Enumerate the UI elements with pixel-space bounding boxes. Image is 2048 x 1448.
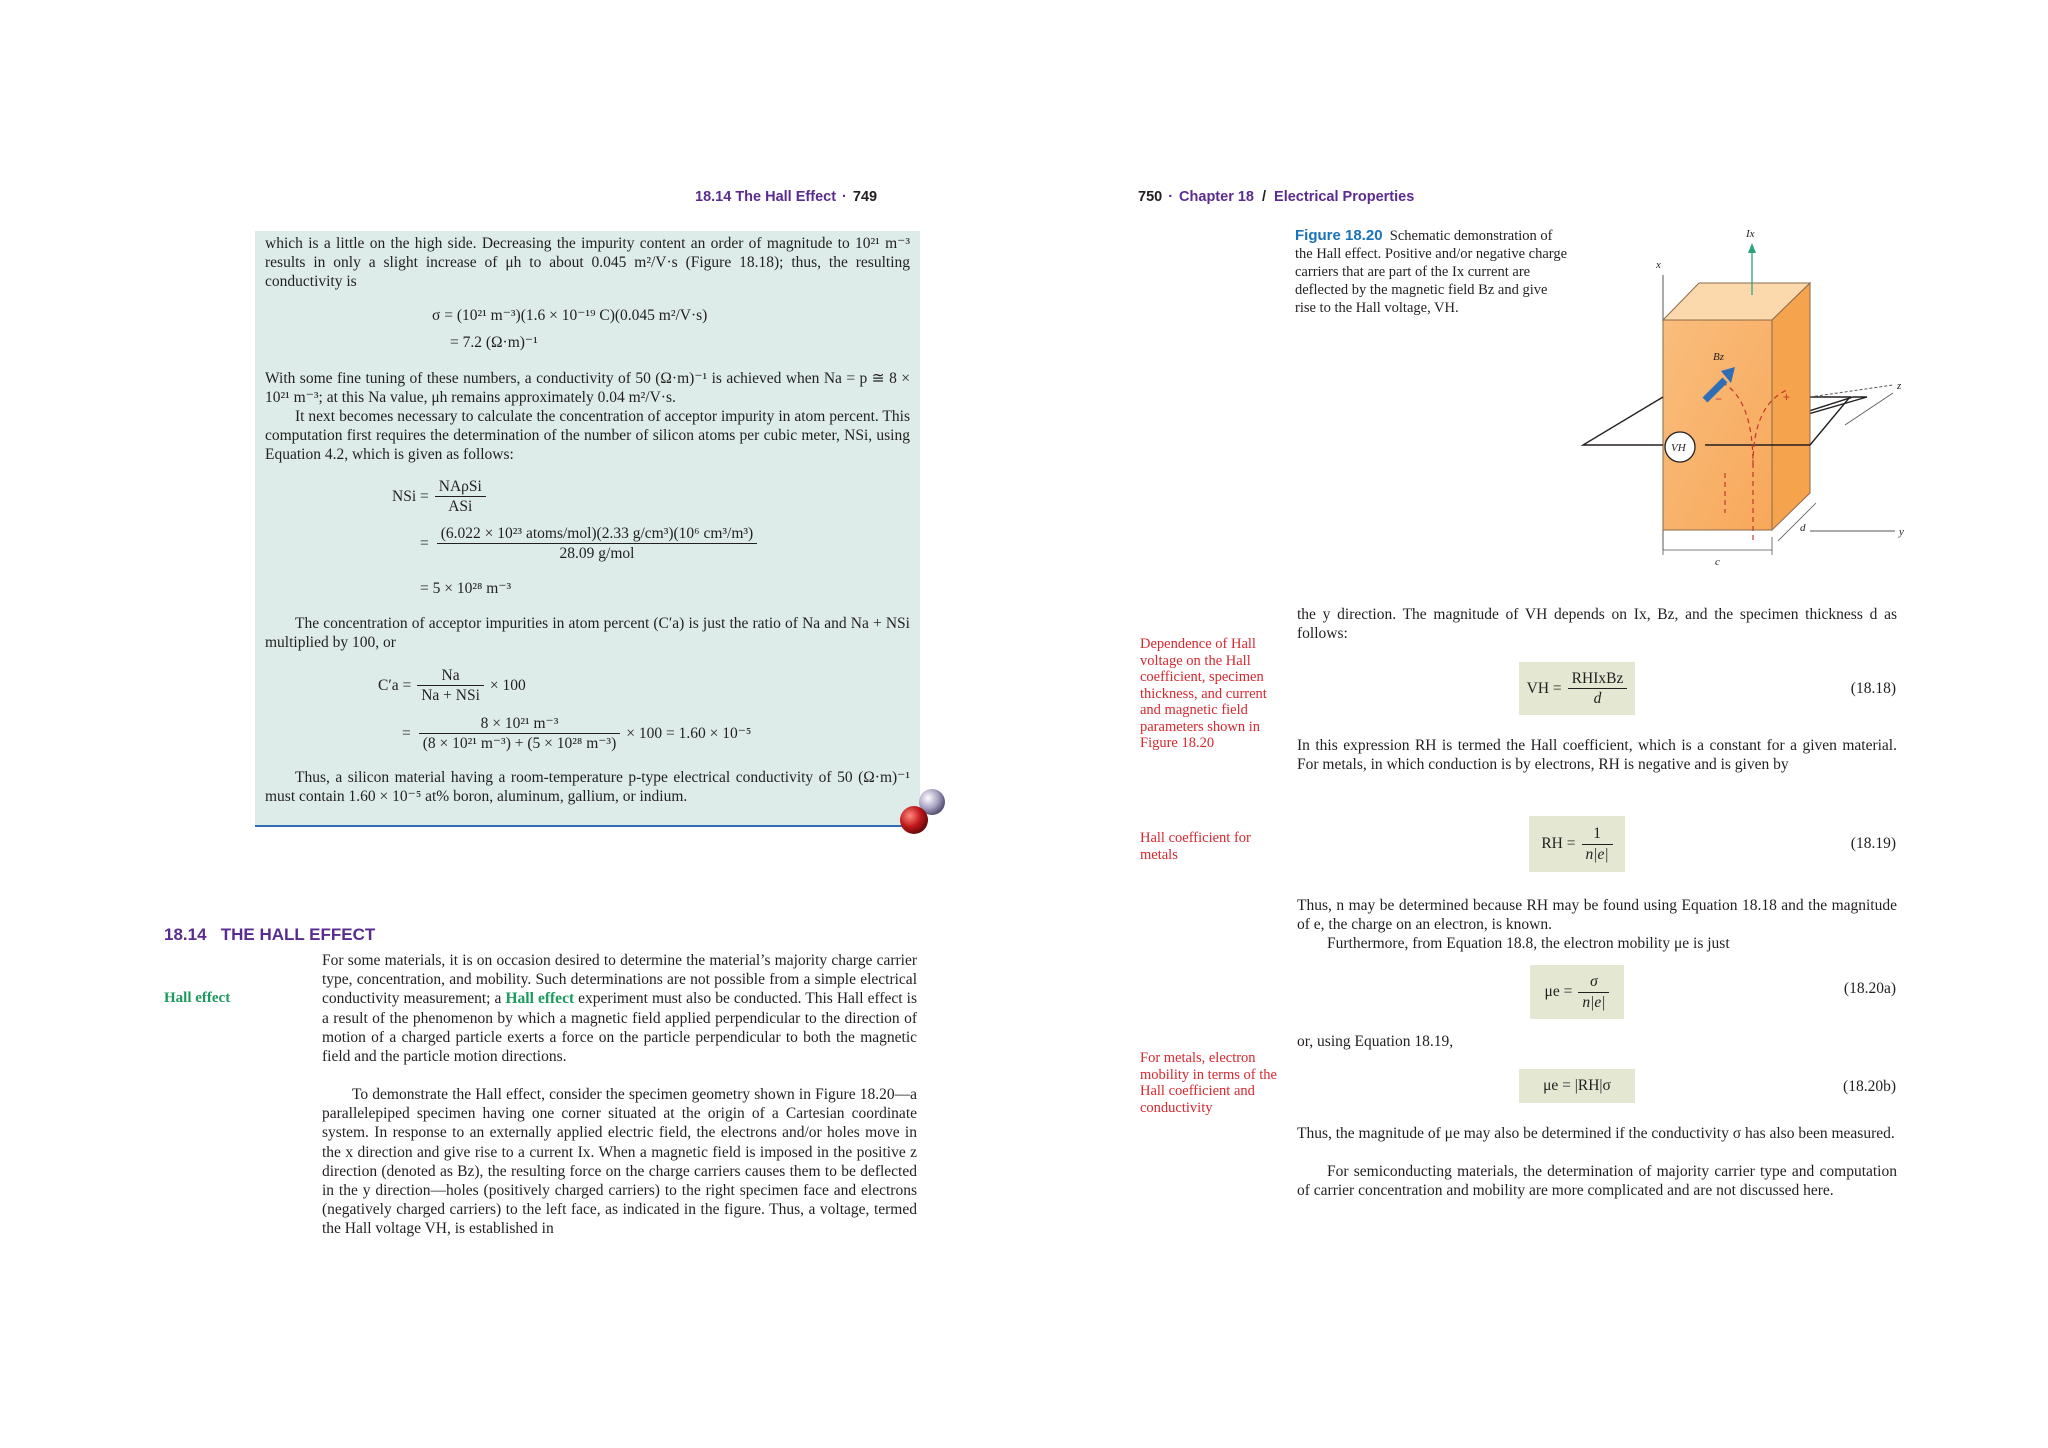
section-paragraph-2: To demonstrate the Hall effect, consider the specimen geometry shown in Figure 18.20—a parallelepiped specimen having one corner situated at the origin of a Cartesian coordinate system. In response to an externally applied electric field, the electrons and/or holes move in the x direction and give rise to a current Ix. When a magnetic field is imposed in the positive z direction (denoted as Bz), the resulting force on the charge carriers causes them to be deflected in the y direction—holes (positively charged carriers) to the right specimen face and electrons (negatively charged carriers) to the left face, as indicated in the figure. Thus, a voltage, termed the Hall voltage VH, is established in (322, 1086, 917, 1238)
ix-label: Ix (1746, 228, 1755, 240)
left-header-separator: · (842, 189, 847, 205)
vh-label: VH (1671, 442, 1686, 454)
figure-caption-text: Schematic demonstration of the Hall effect. Positive and/or negative charge carriers that are part of the Ix current are deflected by the magnetic field Bz and give rise to the Hall voltage, VH. (1295, 228, 1568, 316)
dimension-c-label: c (1715, 556, 1720, 568)
left-running-header (695, 188, 877, 207)
margin-note-hall-coefficient: Hall coefficient for metals (1140, 830, 1251, 863)
example-paragraph-3: It next becomes necessary to calculate the concentration of acceptor impurity in atom percent. This computation first requires the determination of the number of silicon atoms per cubic meter, NSi, using Equation 4.2, which is given as follows: (265, 408, 910, 464)
hall-effect-diagram (1575, 225, 1920, 570)
right-header-title: Electrical Properties (1274, 189, 1415, 205)
equation-18-20b (1519, 1069, 1635, 1103)
eq3-numerator: σ (1578, 972, 1609, 992)
eq2-denominator: n|e| (1585, 845, 1609, 863)
ca2-result: × 100 = 1.60 × 10⁻⁵ (626, 725, 752, 743)
equation-18-18 (1519, 662, 1635, 715)
eq1-numerator: RHIxBz (1568, 669, 1628, 689)
conductivity-equation-line-2: = 7.2 (Ω·m)⁻¹ (450, 334, 538, 351)
example-paragraph-2: With some fine tuning of these numbers, a conductivity of 50 (Ω·m)⁻¹ is achieved when Na = p ≅ 8 × 10²¹ m⁻³; at this Na value, μh remains approximately 0.04 m²/V·s. (265, 370, 910, 407)
equation-18-20a (1530, 965, 1624, 1019)
ca-lhs: C′a = (378, 677, 412, 695)
eq3-lhs: μe = (1544, 983, 1573, 1001)
z-axis-label: z (1897, 380, 1902, 392)
right-header-page-number: 750 (1138, 189, 1163, 205)
nsi2-denominator: 28.09 g/mol (559, 545, 635, 563)
ca-numerator: Na (417, 666, 484, 686)
figure-caption (1295, 227, 1570, 317)
nsi-numerator: NAρSi (435, 477, 486, 497)
equation-18-19 (1529, 816, 1625, 872)
silicon-density-substitution: = $\frac{\text{(6.022 × 10²³ atoms/mol)(2.33 g/cm³)(10⁶ cm³/m³)}}{\text{28.09 g/mol}}$ (420, 524, 757, 563)
eq2-lhs: RH = (1541, 835, 1576, 853)
equation-number-18-18: (18.18) (1850, 680, 1896, 697)
hall-effect-term: Hall effect (505, 990, 575, 1008)
acceptor-concentration-equation (378, 666, 526, 705)
equation-number-18-20b: (18.20b) (1843, 1078, 1896, 1095)
nsi2-fraction (437, 524, 757, 563)
dimension-d-label: d (1800, 522, 1806, 534)
right-paragraph-4: Furthermore, from Equation 18.8, the electron mobility μe is just (1327, 935, 1730, 952)
molecule-icon (897, 785, 949, 837)
section-number: 18.14 (164, 925, 207, 944)
right-header-slash: / (1262, 189, 1267, 205)
right-paragraph-1: the y direction. The magnitude of VH depends on Ix, Bz, and the specimen thickness d as follows: (1297, 606, 1897, 643)
right-paragraph-3: Thus, n may be determined because RH may be found using Equation 18.18 and the magnitude of e, the charge on an electron, is known. (1297, 897, 1897, 934)
bz-label: Bz (1713, 351, 1724, 363)
section-p1-part-b: experiment must also be conducted. This Hall effect is a result of the phenomenon by which a magnetic field applied perpendicular to the direction of motion of a charged particle exerts a force on the particle perpendicular to both the magnetic field and the particle motion directions. (322, 990, 917, 1066)
nsi-lhs: NSi = (392, 488, 429, 506)
ca2-denominator: (8 × 10²¹ m⁻³) + (5 × 10²⁸ m⁻³) (422, 735, 617, 753)
right-header-separator: · (1168, 189, 1174, 205)
ca-fraction (417, 666, 484, 705)
x-axis-label: x (1656, 259, 1661, 271)
eq1-denominator: d (1593, 690, 1602, 707)
left-header-page-number: 749 (852, 189, 878, 205)
eq3-fraction (1578, 972, 1609, 1011)
eq2-numerator: 1 (1582, 824, 1613, 844)
eq3-denominator: n|e| (1582, 993, 1606, 1011)
example-paragraph-5: Thus, a silicon material having a room-temperature p-type electrical conductivity of 50 (Ω·m)⁻¹ must contain 1.60 × 10⁻⁵ at% boron, aluminum, gallium, or indium. (265, 769, 910, 806)
svg-text:−: − (1715, 392, 1723, 406)
acceptor-concentration-substitution: = $\frac{\text{8 × 10²¹ m⁻³}}{\text{(8 × 10²¹ m⁻³) + (5 × 10²⁸ m⁻³)}}$ × 100 = 1.60 × 10⁻⁵ (402, 715, 752, 753)
example-paragraph-4: The concentration of acceptor impurities in atom percent (C′a) is just the ratio of Na and Na + NSi multiplied by 100, or (265, 615, 910, 652)
section-heading (164, 925, 375, 944)
plus-label: + (1783, 390, 1791, 404)
eq1-lhs: VH = (1526, 679, 1562, 697)
right-running-header (1138, 188, 1414, 207)
nsi-fraction (435, 477, 486, 516)
conductivity-equation-line-1: σ = (10²¹ m⁻³)(1.6 × 10⁻¹⁹ C)(0.045 m²/V·s) (432, 307, 708, 324)
section-paragraph-1 (322, 951, 917, 1066)
margin-note-hall-voltage: Dependence of Hall voltage on the Hall coefficient, specimen thickness, and current and magnetic field parameters shown in Figure 18.20 (1140, 636, 1267, 751)
nsi-denominator: ASi (448, 498, 473, 516)
margin-note-electron-mobility: For metals, electron mobility in terms of the Hall coefficient and conductivity (1140, 1050, 1277, 1116)
silicon-density-result: = 5 × 10²⁸ m⁻³ (420, 580, 512, 597)
section-title: THE HALL EFFECT (220, 925, 376, 944)
nsi2-numerator: (6.022 × 10²³ atoms/mol)(2.33 g/cm³)(10⁶ cm³/m³) (437, 524, 757, 544)
equation-number-18-19: (18.19) (1850, 835, 1896, 852)
right-paragraph-5: or, using Equation 18.19, (1297, 1033, 1454, 1050)
eq4-text: μe = |RH|σ (1543, 1077, 1611, 1095)
eq2-fraction (1582, 824, 1613, 863)
y-axis-label: y (1899, 526, 1904, 538)
ca-denominator: Na + NSi (421, 687, 480, 705)
right-paragraph-2: In this expression RH is termed the Hall coefficient, which is a constant for a given material. For metals, in which conduction is by electrons, RH is negative and is given by (1297, 737, 1897, 774)
equation-number-18-20a: (18.20a) (1843, 980, 1896, 997)
silicon-density-equation (392, 477, 486, 516)
ca-multiplier: × 100 (489, 677, 526, 695)
eq1-fraction (1568, 669, 1628, 708)
left-header-section: 18.14 The Hall Effect (695, 189, 837, 205)
figure-label: Figure 18.20 (1295, 227, 1383, 244)
right-header-chapter: Chapter 18 (1179, 189, 1254, 205)
right-paragraph-7: For semiconducting materials, the determination of majority carrier type and computation of carrier concentration and mobility are more complicated and are not discussed here. (1297, 1163, 1897, 1200)
margin-term-hall-effect: Hall effect (164, 990, 231, 1006)
ca2-numerator: 8 × 10²¹ m⁻³ (419, 714, 621, 734)
example-paragraph-1: which is a little on the high side. Decreasing the impurity content an order of magnitude to 10²¹ m⁻³ results in only a slight increase of μh to about 0.045 m²/V·s (Figure 18.18); thus, the resulting conductivity is (265, 235, 910, 291)
section-p1-part-a: For some materials, it is on occasion desired to determine the material’s majority charge carrier type, concentration, and mobility. Such determinations are not possible from a simple electrical conductivity measurement; a (322, 952, 917, 1008)
right-paragraph-6: Thus, the magnitude of μe may also be determined if the conductivity σ has also been measured. (1297, 1125, 1895, 1142)
ca2-fraction (419, 714, 621, 753)
